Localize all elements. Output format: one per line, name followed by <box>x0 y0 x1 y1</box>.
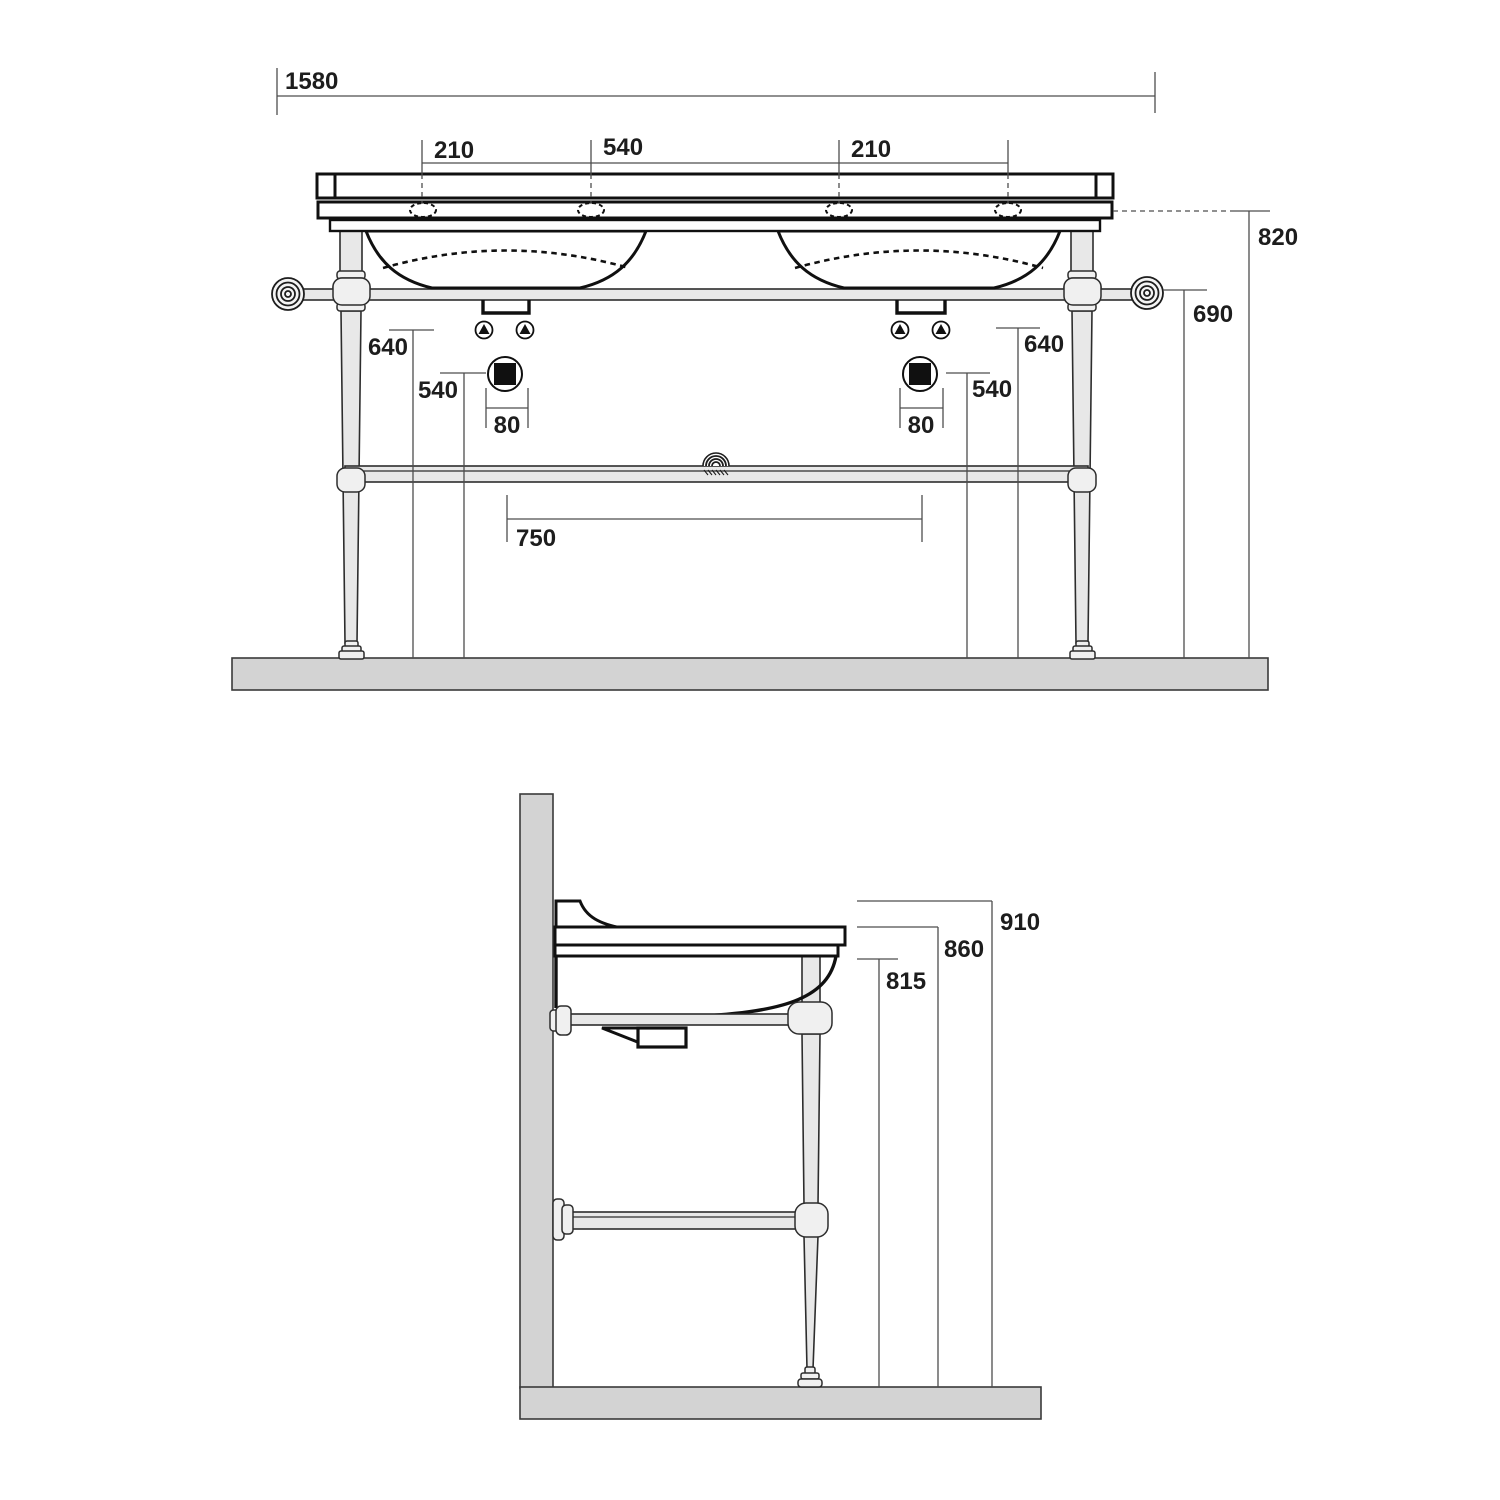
towel-rail <box>296 289 1140 300</box>
side-drain-trap <box>602 1028 686 1047</box>
dim-label-640-right: 640 <box>1024 331 1065 358</box>
dim-label-1580: 1580 <box>285 68 339 95</box>
towel-rail-left-knob <box>272 278 304 310</box>
side-wall <box>520 794 553 1388</box>
dim-towel-rail-height <box>1163 290 1233 658</box>
dim-label-690: 690 <box>1193 301 1234 328</box>
dim-right-drain-height <box>946 373 1012 658</box>
backsplash-band <box>333 174 1097 198</box>
dim-left-drain-height <box>418 373 486 658</box>
right-supply-valves <box>892 322 950 339</box>
left-drain-outlet <box>488 357 522 391</box>
dim-label-750: 750 <box>516 525 557 552</box>
basin-underside-wedge <box>602 1028 640 1043</box>
dim-backsplash-height <box>857 901 1040 1387</box>
front-view <box>232 68 1298 690</box>
left-trap-outline <box>483 300 529 313</box>
right-joint-overlay <box>1064 278 1101 305</box>
dim-label-80-left: 80 <box>493 412 521 439</box>
side-lower-ball-joint <box>795 1203 828 1237</box>
left-basin-bowl <box>366 231 646 288</box>
dim-label-640-left: 640 <box>367 334 408 361</box>
towel-rail-right-knob <box>1131 277 1163 309</box>
worktop-left-ear <box>317 174 335 198</box>
dim-left-drain-offset <box>486 388 528 439</box>
right-basin-bowl <box>778 231 1060 288</box>
dim-label-210-left: 210 <box>434 137 475 164</box>
right-trap-outline <box>897 300 945 313</box>
right-drain-outlet <box>903 357 937 391</box>
left-joint-overlay <box>333 278 370 305</box>
dim-label-860: 860 <box>944 936 985 963</box>
dim-label-540-center: 540 <box>603 134 644 161</box>
right-leg-foot <box>1070 641 1095 659</box>
side-upper-ball-joint <box>788 1002 832 1034</box>
dim-overall-width <box>277 68 1155 115</box>
dim-shelf-length <box>507 495 922 552</box>
side-rim-step <box>555 945 838 956</box>
side-view <box>520 794 1041 1419</box>
dim-side-worktop-height <box>857 927 984 1387</box>
dim-label-820: 820 <box>1258 224 1299 251</box>
side-worktop-slab <box>555 927 845 945</box>
lower-shelf <box>337 453 1096 492</box>
side-leg-foot <box>798 1367 822 1387</box>
shelf-left-collar <box>337 468 365 492</box>
worktop-front-edge <box>318 202 1112 218</box>
worktop <box>317 174 1113 231</box>
left-supply-valves <box>476 322 534 339</box>
dim-label-80-right: 80 <box>907 412 935 439</box>
dim-right-drain-offset <box>900 388 943 439</box>
trap-box <box>638 1028 686 1047</box>
basin-rim-edge <box>330 220 1100 231</box>
side-lower-rail <box>553 1199 828 1240</box>
shelf-right-collar <box>1068 468 1096 492</box>
dim-label-815: 815 <box>886 968 927 995</box>
dim-label-210-right: 210 <box>851 136 892 163</box>
dim-side-rim-height <box>857 959 926 1387</box>
dim-label-540-right: 540 <box>972 376 1013 403</box>
dim-label-910: 910 <box>1000 909 1041 936</box>
side-floor <box>520 1387 1041 1419</box>
left-leg-foot <box>339 641 364 659</box>
worktop-right-ear <box>1096 174 1113 198</box>
dim-label-540-left: 540 <box>417 377 458 404</box>
front-floor <box>232 658 1268 690</box>
